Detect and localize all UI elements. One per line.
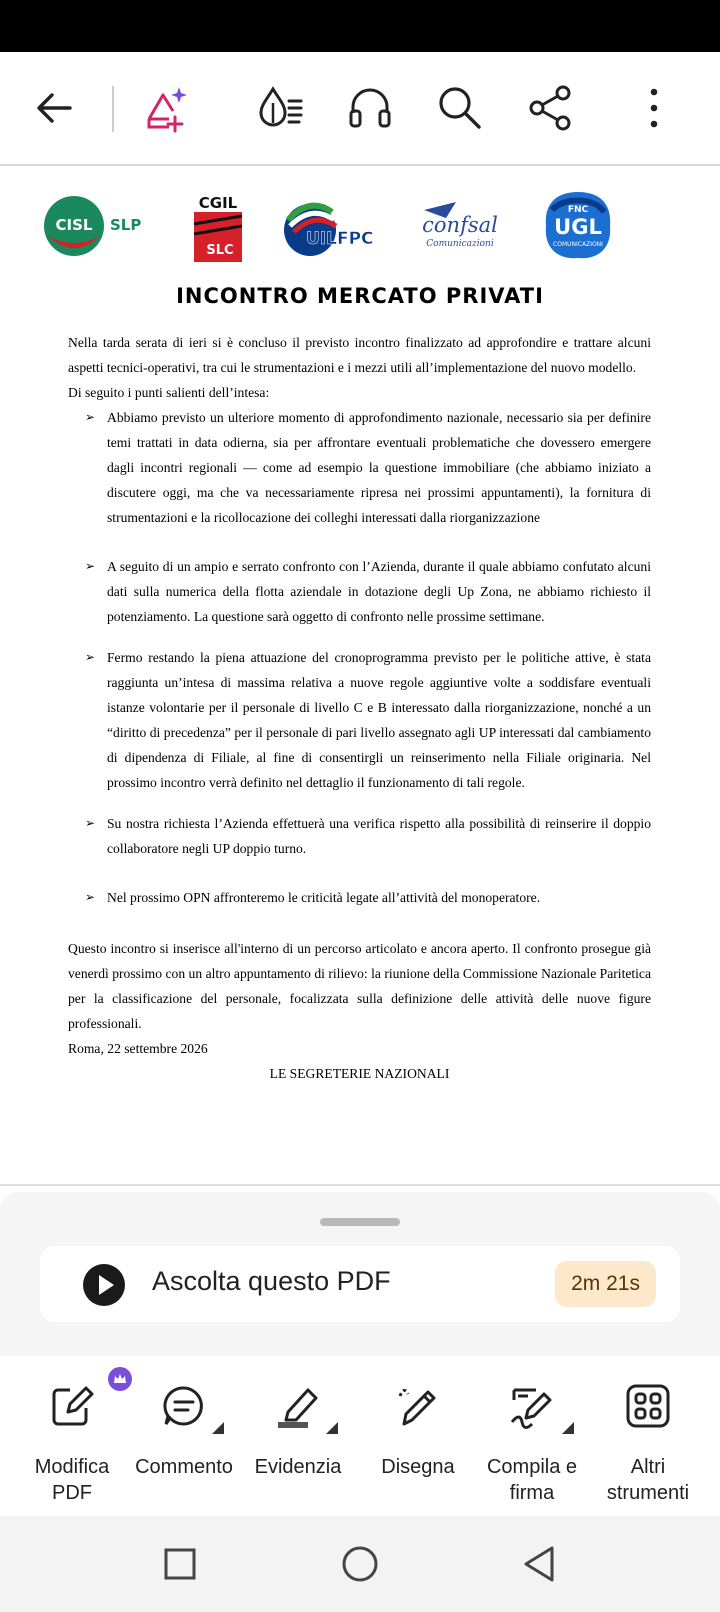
arrow-bullet-icon: ➢ [85,890,96,904]
top-toolbar [0,52,720,166]
tool-more[interactable] [590,1356,706,1516]
home-circle-icon[interactable] [340,1544,380,1584]
tool-highlight[interactable] [240,1356,356,1516]
status-bar [0,0,720,52]
union-logos [40,188,690,268]
document-title: INCONTRO MERCATO PRIVATI [176,284,544,308]
back-arrow-icon[interactable] [26,80,82,136]
intro-paragraph: Nella tarda serata di ieri si è concluso il previsto incontro finalizzato ad approfondire e trattare alcuni aspetti tecnici-operativi, tra cui le strumentazioni e i mezzi utili all’implementazione del nuovo modello. [68,335,651,375]
highlights-list [68,405,651,910]
tools-bar [0,1356,720,1516]
tool-label: Disegna [381,1456,455,1478]
svg-text:CGIL: CGIL [198,194,238,212]
share-icon[interactable] [522,80,578,136]
comment-icon [160,1382,208,1430]
arrow-bullet-icon: ➢ [85,410,96,424]
system-nav-bar [0,1516,720,1612]
svg-text:confsal: confsal [422,213,498,237]
tool-label: Evidenzia [254,1456,342,1478]
expand-corner-icon [326,1422,338,1434]
expand-corner-icon [562,1422,574,1434]
svg-text:SLC: SLC [206,243,234,258]
tool-edit-pdf[interactable] [14,1356,130,1516]
pdf-page[interactable] [0,166,720,1186]
highlights-intro: Di seguito i punti salienti dell’intesa: [68,385,270,400]
bottom-sheet [0,1192,720,1356]
list-spacer [68,795,651,811]
duration-badge: 2m 21s [555,1261,656,1307]
logo-uilfpc [280,188,380,266]
listen-icon[interactable] [342,80,398,136]
closing-paragraph: Questo incontro si inserisce all'interno di un percorso articolato e ancora aperto. Il confronto prosegue già venerdì prossimo con un altro appuntamento di rilievo: la riunione della Commissione Nazionale Paritetica per la classificazione del personale, focalizzata sulla definizione delle attività delle nuove figure professionali. [68,941,651,1031]
toolbar-divider [112,86,114,132]
arrow-bullet-icon: ➢ [85,559,96,573]
expand-corner-icon [212,1422,224,1434]
list-spacer [68,861,651,885]
list-spacer [68,629,651,645]
list-item: ➢ Nel prossimo OPN affronteremo le criticità legate all’attività del monoperatore. [68,885,651,910]
recents-square-icon[interactable] [160,1544,200,1584]
logo-fnc-ugl [542,188,614,266]
svg-text:COMUNICAZIONI: COMUNICAZIONI [553,241,603,248]
list-item: ➢ Su nostra richiesta l’Azienda effettuerà una verifica rispetto alla possibilità di reinserire il doppio collaboratore negli UP doppio turno. [68,811,651,861]
list-item: ➢ Abbiamo previsto un ulteriore momento di approfondimento nazionale, necessario sia per definire temi trattati in data odierna, sia per affrontare eventuali problematiche che dovessero emergere dagli incontri regionali — come ad esempio la questione immobiliare (che abbiamo iniziato a discutere oggi, ma che va necessariamente ripresa nei prossimi appuntamenti), la fornitura di strumentazioni e la ricollocazione dei colleghi interessati dalla riorganizzazione [68,405,651,530]
arrow-bullet-icon: ➢ [85,650,96,664]
more-tools-icon [624,1382,672,1430]
draw-icon [394,1382,442,1430]
list-spacer [68,530,651,554]
list-item: ➢ A seguito di un ampio e serrato confronto con l’Azienda, durante il quale abbiamo confutato alcuni dati sulla numerica della flotta aziendale in dotazione degli Up Zona, ne abbiamo richiesto il potenziamento. La questione sarà oggetto di confronto nelle prossime settimane. [68,554,651,629]
tool-label: Modifica PDF [34,1456,110,1504]
svg-text:UGL: UGL [554,215,602,239]
search-icon[interactable] [432,80,488,136]
arrow-bullet-icon: ➢ [85,816,96,830]
fill-sign-icon [508,1382,556,1430]
svg-text:CISL: CISL [55,216,93,234]
ai-assistant-icon[interactable] [140,80,196,136]
svg-text:SLP: SLP [110,216,142,234]
tool-draw[interactable] [360,1356,476,1516]
play-icon[interactable] [82,1263,126,1307]
signature: LE SEGRETERIE NAZIONALI [269,1066,450,1081]
listen-pdf-card[interactable] [40,1246,680,1322]
svg-text:FNC: FNC [567,205,589,215]
svg-text:Comunicazioni: Comunicazioni [426,239,494,249]
list-item: ➢ Fermo restando la piena attuazione del cronoprogramma previsto per le politiche attive, è stata raggiunta un’intesa di massima relativa a nuove regole aggiuntive volte a soddisfare eventuali istanze volontarie per il personale di livello C e B interessato dalla riorganizzazione, nonché a un “diritto di precedenza” per il personale di pari livello assegnato agli UP interessati dal cambiamento di dipendenza di Filiale, al fine di consentirgli un reinserimento nella Filiale originaria. Nel prossimo incontro verrà definito nel dettaglio il funzionamento di tali regole. [68,645,651,795]
logo-cgil-slc [190,188,246,266]
tool-comment[interactable] [126,1356,242,1516]
more-vertical-icon[interactable] [626,80,682,136]
edit-pdf-icon [48,1382,96,1430]
tool-label: Commento [135,1456,233,1478]
back-triangle-icon[interactable] [520,1544,560,1584]
highlight-icon [274,1382,322,1430]
tool-label: Altri strumenti [606,1456,690,1504]
tool-fill-sign[interactable] [474,1356,590,1516]
sheet-drag-handle[interactable] [320,1218,400,1226]
liquid-mode-icon[interactable] [252,80,308,136]
tool-label: Compila e firma [486,1456,578,1504]
date-line: Roma, 22 settembre 2026 [68,1041,208,1056]
document-body [68,330,651,1086]
svg-text:UILFPC: UILFPC [306,229,374,249]
listen-label[interactable]: Ascolta questo PDF [152,1266,391,1296]
logo-confsal [416,188,500,266]
logo-cisl-slp [44,188,154,266]
page-divider [0,1184,720,1186]
